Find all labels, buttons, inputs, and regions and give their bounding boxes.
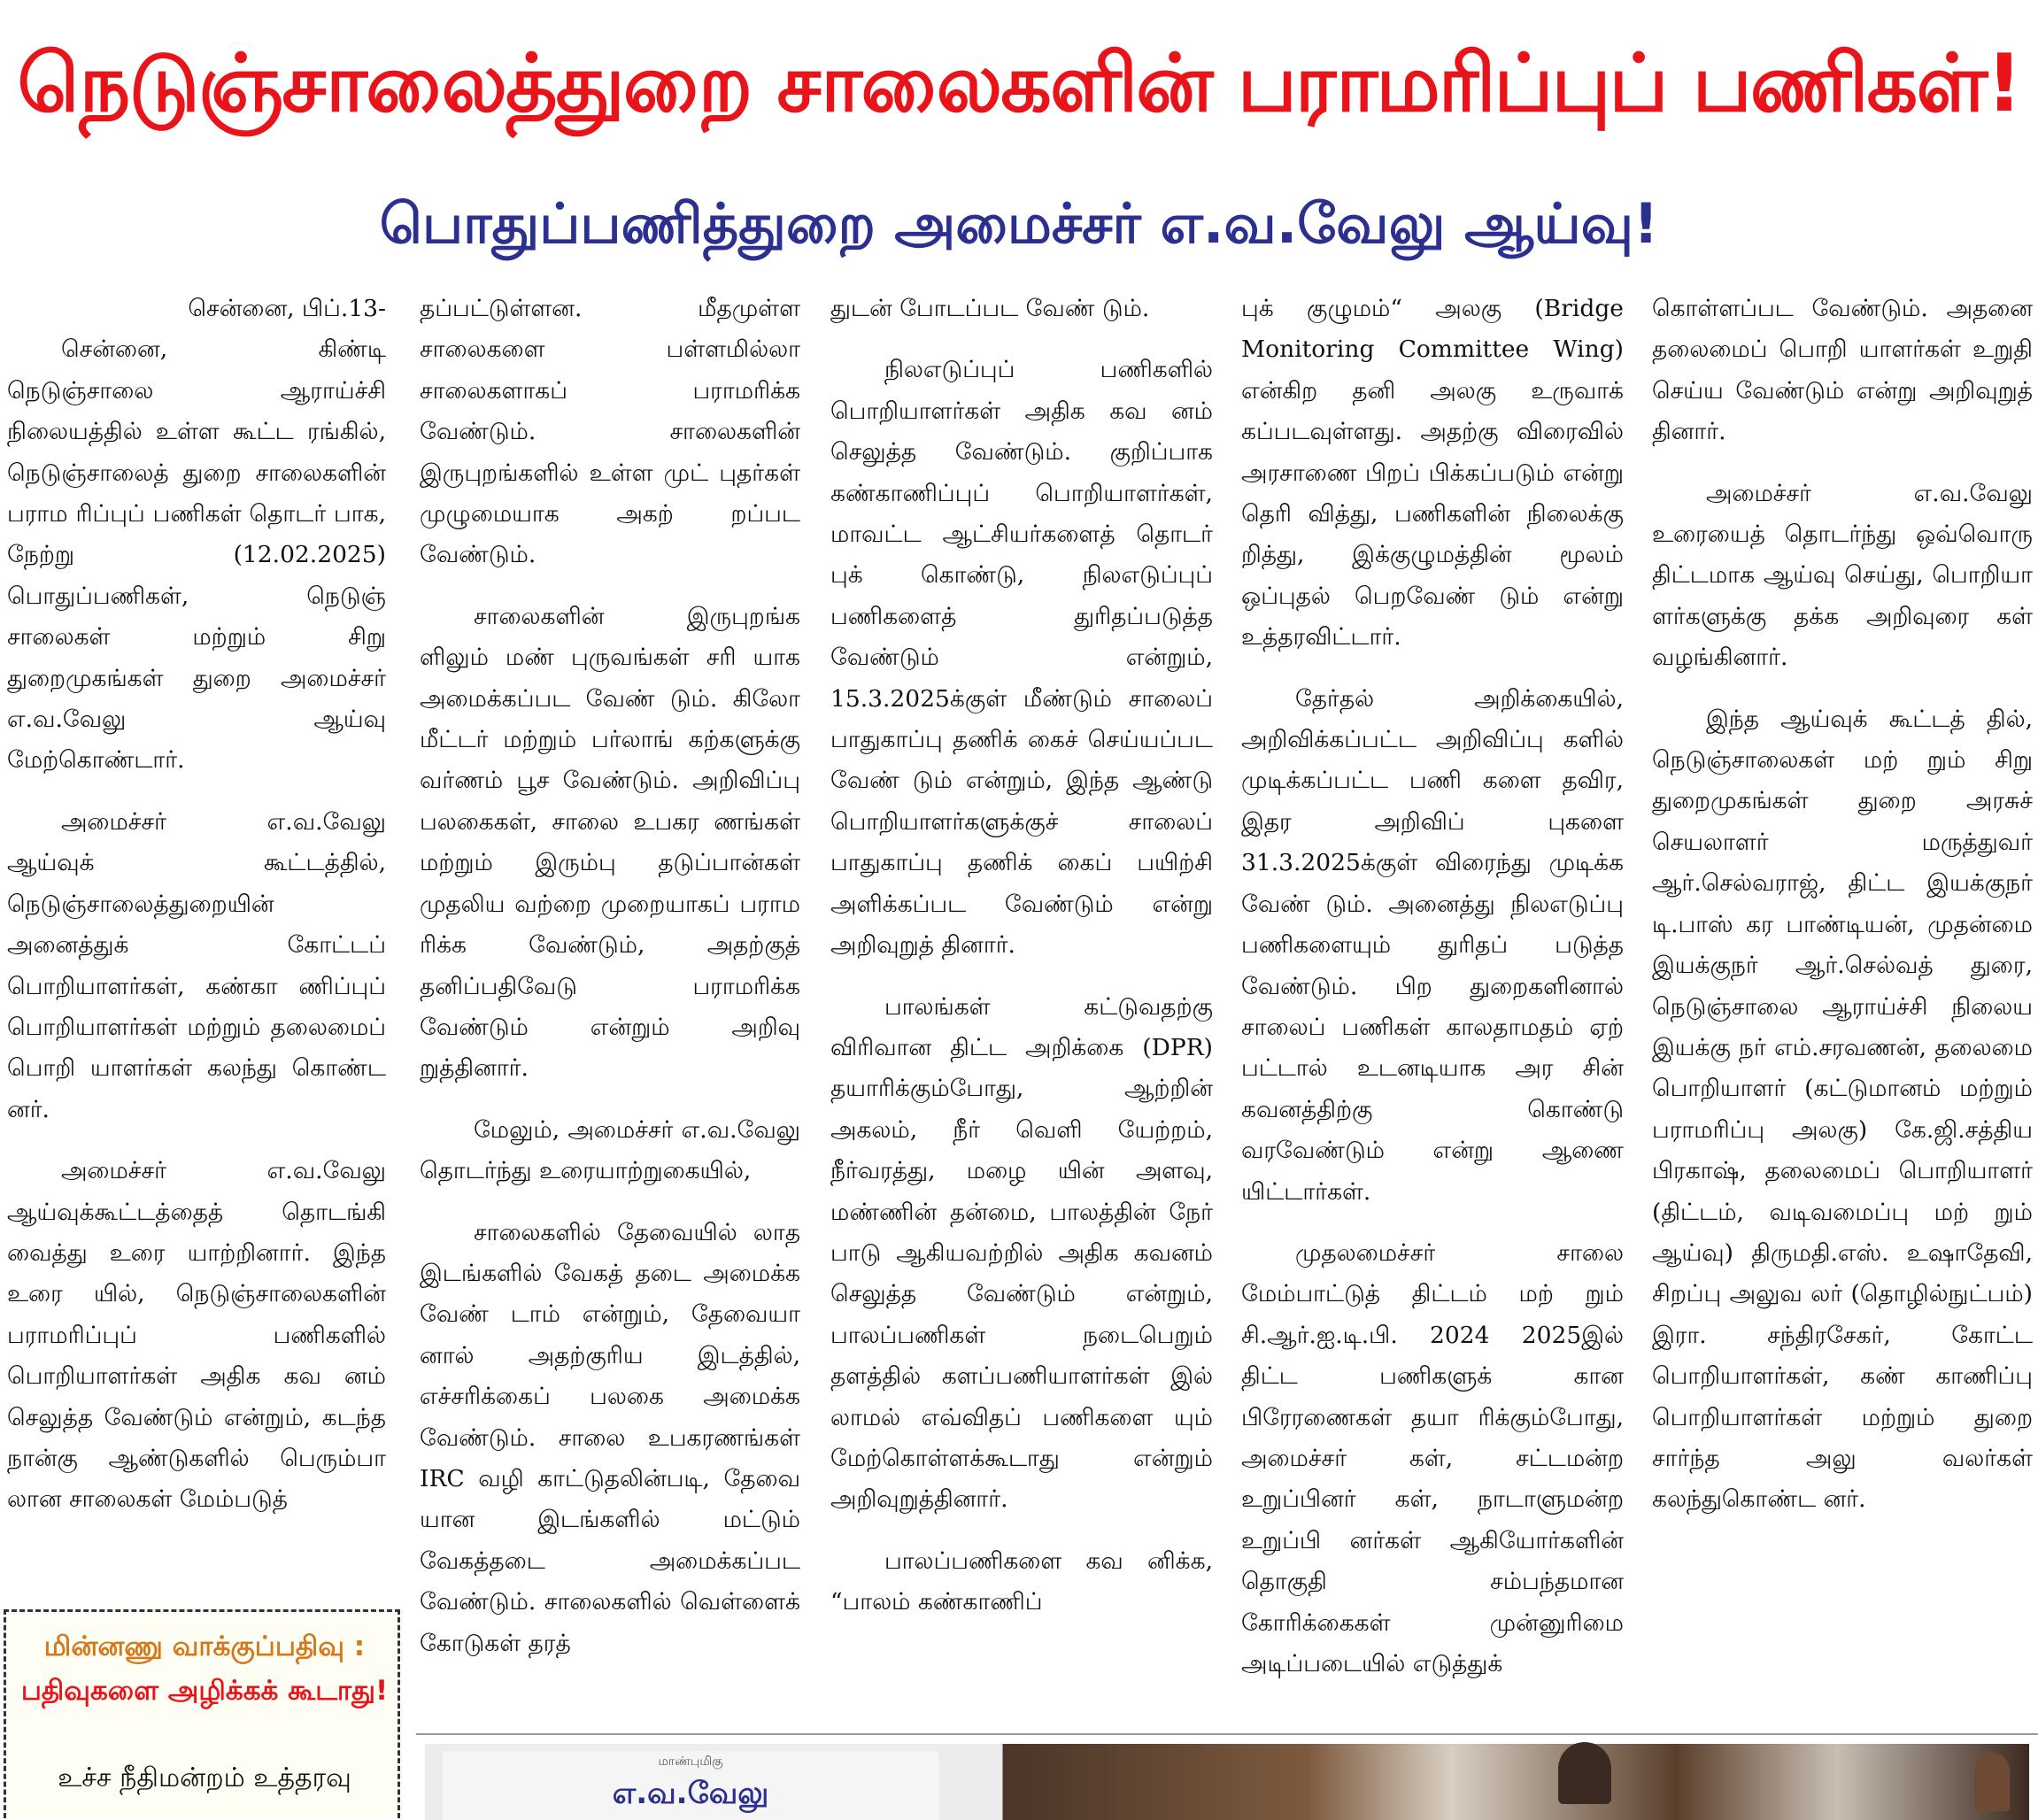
paragraph: கொள்ளப்பட வேண்டும். அதனை தலைமைப் பொறி யாளர்கள் உறுதி செய்ய வேண்டும் என்று அறிவுறுத் தினார். [1652,295,2033,446]
paragraph: தேர்தல் அறிக்கையில், அறிவிக்கப்பட்ட அறிவிப்பு களில் முடிக்கப்பட்ட பணி களை தவிர, இதர அறிவிப் புகளை 31.3.2025க்குள் விரைந்து முடிக்க வேண் டும். அனைத்து நிலஎடுப்பு பணிகளையும் துரிதப் படுத்த வேண்டும். பிற துறைகளினால் சாலைப் பணிகள் காலதாமதம் ஏற் பட்டால் உடனடியாக அர சின் கவனத்திற்கு கொண்டு வரவேண்டும் என்று ஆணை யிட்டார்கள். [1241,684,1624,1206]
related-story-title-line1: மின்னணு வாக்குப்பதிவு : [43,1631,366,1662]
paragraph: சாலைகளின் இருபுறங்க ளிலும் மண் புருவங்கள் சரி யாக அமைக்கப்பட வேண் டும். கிலோ மீட்டர் மற்றும் பர்லாங் கற்களுக்கு வர்ணம் பூச வேண்டும். அறிவிப்பு பலகைகள், சாலை உபகர ணங்கள் மற்றும் இரும்பு தடுப்பான்கள் முதலிய வற்றை முறையாகப் பராம ரிக்க வேண்டும், அதற்குத் தனிப்பதிவேடு பராமரிக்க வேண்டும் என்றும் அறிவு றுத்தினார். [420,602,800,1083]
paragraph: முதலமைச்சர் சாலை மேம்பாட்டுத் திட்டம் மற் றும் சி.ஆர்.ஐ.டி.பி. 2024 2025இல் திட்ட பணிகளுக் கான பிரேரணைகள் தயா ரிக்கும்போது, அமைச்சர் கள், சட்டமன்ற உறுப்பினர் கள், நாடாளுமன்ற உறுப்பி னர்கள் ஆகியோர்களின் தொகுதி சம்பந்தமான கோரிக்கைகள் முன்னுரிமை அடிப்படையில் எடுத்துக் [1241,1238,1624,1677]
article-column-5 [1652,289,2033,1740]
subheadline: பொதுப்பணித்துறை அமைச்சர் எ.வ.வேலு ஆய்வு! [379,191,1659,256]
photo-nameplate [443,1751,938,1820]
article-column-4 [1241,289,1624,1740]
headline: நெடுஞ்சாலைத்துறை சாலைகளின் பராமரிப்புப் பணிகள்! [17,37,2021,130]
paragraph: பாலங்கள் கட்டுவதற்கு விரிவான திட்ட அறிக்கை (DPR) தயாரிக்கும்போது, ஆற்றின் அகலம், நீர் வெளி யேற்றம், நீர்வரத்து, மழை யின் அளவு, மண்ணின் தன்மை, பாலத்தின் நேர் பாடு ஆகியவற்றில் அதிக கவனம் செலுத்த வேண்டும் என்றும், பாலப்பணிகள் நடைபெறும் தளத்தில் களப்பணியாளர்கள் இல் லாமல் எவ்விதப் பணிகளை யும் மேற்கொள்ளக்கூடாது என்றும் அறிவுறுத்தினார். [830,992,1213,1514]
article-column-2 [420,289,800,1740]
paragraph: சென்னை, கிண்டி நெடுஞ்சாலை ஆராய்ச்சி நிலையத்தில் உள்ள கூட்ட ரங்கில், நெடுஞ்சாலைத் துறை சாலைகளின் பராம ரிப்புப் பணிகள் தொடர் பாக, நேற்று (12.02.2025) பொதுப்பணிகள், நெடுஞ் சாலைகள் மற்றும் சிறு துறைமுகங்கள் துறை அமைச்சர் எ.வ.வேலு ஆய்வு மேற்கொண்டார். [7,335,386,775]
paragraph: நிலஎடுப்புப் பணிகளில் பொறியாளர்கள் அதிக கவ னம் செலுத்த வேண்டும். குறிப்பாக கண்காணிப்புப் பொறியாளர்கள், மாவட்ட ஆட்சியர்களைத் தொடர் புக் கொண்டு, நிலஎடுப்புப் பணிகளைத் துரிதப்படுத்த வேண்டும் என்றும், 15.3.2025க்குள் மீண்டும் சாலைப் பாதுகாப்பு தணிக் கைச் செய்யப்பட வேண் டும் என்றும், இந்த ஆண்டு பொறியாளர்களுக்குச் சாலைப் பாதுகாப்பு தணிக் கைப் பயிற்சி அளிக்கப்பட வேண்டும் என்று அறிவுறுத் தினார். [830,356,1213,960]
related-story-subtitle: உச்ச நீதிமன்றம் உத்தரவு [58,1762,351,1793]
article-column-3 [830,289,1213,1740]
dateline: சென்னை, பிப்.13- [188,295,386,322]
related-story-title-line2: பதிவுகளை அழிக்கக் கூடாது! [20,1675,389,1707]
paragraph: பாலப்பணிகளை கவ னிக்க, “பாலம் கண்காணிப் [830,1546,1213,1616]
nameplate-name: எ.வ.வேலு [612,1776,769,1811]
nameplate-honorific: மாண்புமிகு [658,1754,723,1769]
paragraph: தப்பட்டுள்ளன. மீதமுள்ள சாலைகளை பள்ளமில்லா சாலைகளாகப் பராமரிக்க வேண்டும். சாலைகளின் இருபுறங்களில் உள்ள முட் புதர்கள் முழுமையாக அகற் றப்பட வேண்டும். [420,295,800,569]
person-figure [1558,1742,1611,1804]
paragraph: அமைச்சர் எ.வ.வேலு ஆய்வுக்கூட்டத்தைத் தொடங்கி வைத்து உரை யாற்றினார். இந்த உரை யில், நெடுஞ்சாலைகளின் பராமரிப்புப் பணிகளில் பொறியாளர்கள் அதிக கவ னம் செலுத்த வேண்டும் என்றும், கடந்த நான்கு ஆண்டுகளில் பெரும்பா லான சாலைகள் மேம்படுத் [7,1157,386,1514]
person-figure [1974,1753,2010,1811]
paragraph: புக் குழுமம்“ அலகு (Bridge Monitoring Committee Wing) என்கிற தனி அலகு உருவாக் கப்படவுள்ளது. அதற்கு விரைவில் அரசாணை பிறப் பிக்கப்படும் என்று தெரி வித்து, பணிகளின் நிலைக்கு றித்து, இக்குழுமத்தின் மூலம் ஒப்புதல் பெறவேண் டும் என்று உத்தரவிட்டார். [1241,295,1624,652]
paragraph: இந்த ஆய்வுக் கூட்டத் தில், நெடுஞ்சாலைகள் மற் றும் சிறு துறைமுகங்கள் துறை அரசுச் செயலாளர் மருத்துவர் ஆர்.செல்வராஜ், திட்ட இயக்குநர் டி.பாஸ் கர பாண்டியன், முதன்மை இயக்குநர் ஆர்.செல்வத் துரை, நெடுஞ்சாலை ஆராய்ச்சி நிலைய இயக்கு நர் எம்.சரவணன், தலைமை பொறியாளர் (கட்டுமானம் மற்றும் பராமரிப்பு அலகு) கே.ஜி.சத்திய பிரகாஷ், தலைமைப் பொறியாளர் (திட்டம், வடிவமைப்பு மற் றும் ஆய்வு) திருமதி.எஸ். உஷாதேவி, சிறப்பு அலுவ லர் (தொழில்நுட்பம்) இரா. சந்திரசேகர், கோட்ட பொறியாளர்கள், கண் காணிப்பு பொறியாளர்கள் மற்றும் துறை சார்ந்த அலு வலர்கள் கலந்துகொண்ட னர். [1652,705,2033,1514]
paragraph: அமைச்சர் எ.வ.வேலு உரையைத் தொடர்ந்து ஒவ்வொரு திட்டமாக ஆய்வு செய்து, பொறியா ளர்களுக்கு தக்க அறிவுரை கள் வழங்கினார். [1652,479,2033,672]
paragraph: அமைச்சர் எ.வ.வேலு ஆய்வுக் கூட்டத்தில், நெடுஞ்சாலைத்துறையின் அனைத்துக் கோட்டப் பொறியாளர்கள், கண்கா ணிப்புப் பொறியாளர்கள் மற்றும் தலைமைப் பொறி யாளர்கள் கலந்து கொண்ட னர். [7,807,386,1123]
paragraph: மேலும், அமைச்சர் எ.வ.வேலு தொடர்ந்து உரையாற்றுகையில், [420,1115,800,1185]
article-column-1 [7,289,386,1574]
paragraph: துடன் போடப்பட வேண் டும். [830,295,1150,322]
news-photo [416,1733,2038,1820]
related-story-box[interactable] [4,1609,400,1818]
paragraph: சாலைகளில் தேவையில் லாத இடங்களில் வேகத் தடை அமைக்க வேண் டாம் என்றும், தேவையா னால் அதற்குரிய இடத்தில், எச்சரிக்கைப் பலகை அமைக்க வேண்டும். சாலை உபகரணங்கள் IRC வழி காட்டுதலின்படி, தேவை யான இடங்களில் மட்டும் வேகத்தடை அமைக்கப்பட வேண்டும். சாலைகளில் வெள்ளைக் கோடுகள் தரத் [420,1218,800,1657]
related-story-title [19,1624,390,1713]
